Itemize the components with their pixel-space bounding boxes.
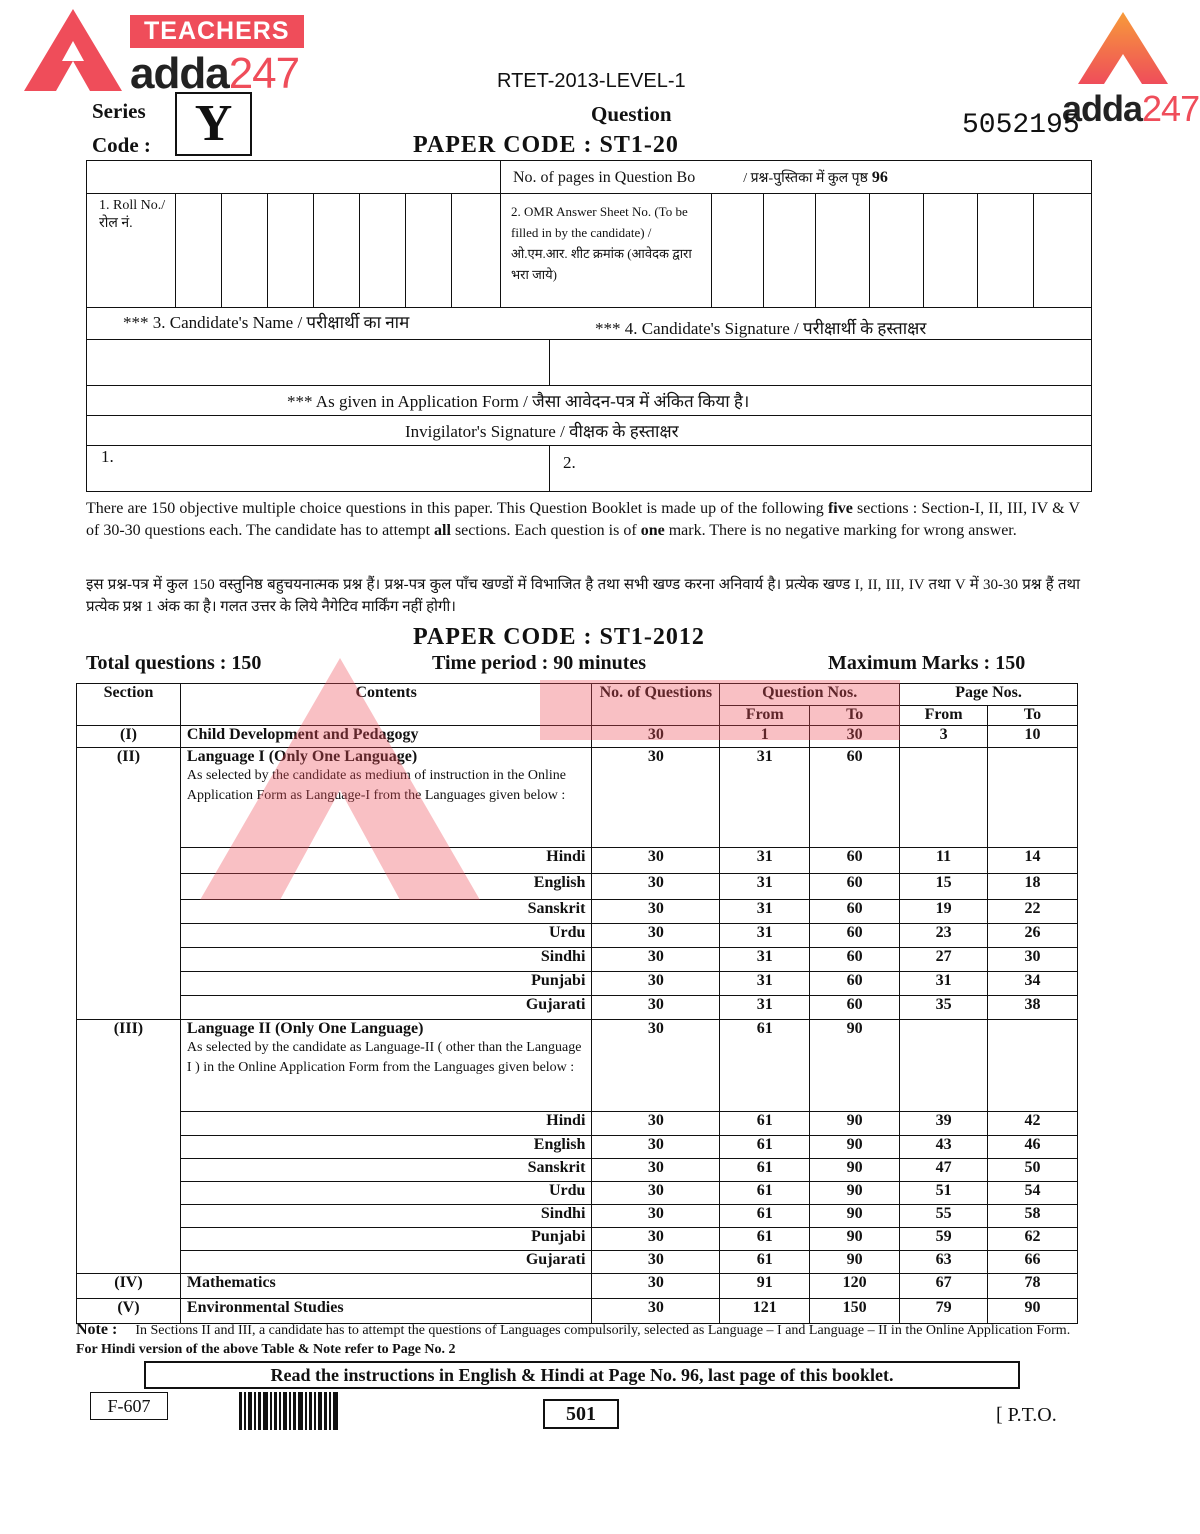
table-row <box>77 948 1078 972</box>
table-cell: Language II (Only One Language) As selected by the candidate as Language-II ( other than the Language I ) in the Online Application Form from the Languages given below : <box>180 1020 591 1112</box>
header-section: Section <box>77 684 181 726</box>
table-cell: 90 <box>810 1205 900 1228</box>
table-row <box>77 1020 1078 1112</box>
table-cell: 30 <box>592 874 720 900</box>
table-cell: 31 <box>720 972 810 996</box>
instructions-hindi: इस प्रश्न-पत्र में कुल 150 वस्तुनिष्ठ बहुचयनात्मक प्रश्न हैं। प्रश्न-पत्र कुल पाँच खण्डों में विभाजित है तथा सभी खण्ड करना अनिवार्य है। प्रत्येक खण्ड I, II, III, IV तथा V में 30-30 प्रश्न हैं तथा प्रत्येक प्रश्न 1 अंक का है। गलत उत्तर के लिये नैगेटिव मार्किंग नहीं होगी। <box>86 577 1080 615</box>
table-cell: 67 <box>900 1274 988 1299</box>
table-cell: 39 <box>900 1112 988 1136</box>
table-cell: 60 <box>810 924 900 948</box>
table-cell: 91 <box>720 1274 810 1299</box>
table-cell: 55 <box>900 1205 988 1228</box>
table-cell: 10 <box>988 726 1078 748</box>
table-cell: 30 <box>592 972 720 996</box>
table-cell: Sindhi <box>180 1205 591 1228</box>
table-row <box>77 1274 1078 1299</box>
table-cell: 46 <box>988 1136 1078 1159</box>
table-cell: Sindhi <box>180 948 591 972</box>
instructions-english: There are 150 objective multiple choice questions in this paper. This Question Booklet is made up of the following five sections : Section-I, II, III, IV & V of 30-30 questions each. The candidate has to attempt all sections. Each question is of one mark. There is no negative marking for wrong answer. <box>86 500 1081 539</box>
candidate-details-form <box>86 160 1092 492</box>
table-cell: 1 <box>720 726 810 748</box>
as-given-note: *** As given in Application Form / जैसा आवेदन-पत्र में अंकित किया है। <box>287 392 750 411</box>
table-cell: 30 <box>592 1205 720 1228</box>
table-cell: Child Development and Pedagogy <box>180 726 591 748</box>
table-cell: 30 <box>592 900 720 924</box>
table-cell: 30 <box>592 1136 720 1159</box>
table-cell: (II) <box>77 748 181 1020</box>
invigilator-1: 1. <box>101 447 114 466</box>
table-cell: 31 <box>720 874 810 900</box>
table-cell: 54 <box>988 1182 1078 1205</box>
table-row <box>77 996 1078 1020</box>
table-cell: Punjabi <box>180 972 591 996</box>
table-row <box>77 1159 1078 1182</box>
table-cell: 60 <box>810 948 900 972</box>
adda-triangle-icon <box>1068 8 1178 88</box>
table-row <box>77 748 1078 848</box>
table-cell: Urdu <box>180 1182 591 1205</box>
invigilator-2: 2. <box>563 453 576 472</box>
table-cell: 66 <box>988 1251 1078 1274</box>
header-question-nos: Question Nos. <box>720 684 900 706</box>
table-cell: Hindi <box>180 1112 591 1136</box>
paper-code-title: PAPER CODE : ST1-2012 <box>413 624 705 650</box>
table-cell: 61 <box>720 1112 810 1136</box>
table-cell: 51 <box>900 1182 988 1205</box>
table-cell: 58 <box>988 1205 1078 1228</box>
maximum-marks: Maximum Marks : 150 <box>828 652 1026 674</box>
table-cell: 14 <box>988 848 1078 874</box>
table-cell: 60 <box>810 972 900 996</box>
table-cell: 30 <box>592 848 720 874</box>
table-cell: 90 <box>810 1251 900 1274</box>
table-cell: 61 <box>720 1159 810 1182</box>
table-cell: 42 <box>988 1112 1078 1136</box>
table-row <box>77 1228 1078 1251</box>
table-row <box>77 900 1078 924</box>
paper-code-heading: PAPER CODE : ST1-20 <box>413 132 679 158</box>
header-p-to: To <box>988 706 1078 726</box>
table-row <box>77 1205 1078 1228</box>
table-cell <box>988 1020 1078 1112</box>
table-cell: 61 <box>720 1228 810 1251</box>
table-cell <box>900 1020 988 1112</box>
table-cell: 30 <box>592 996 720 1020</box>
time-period: Time period : 90 minutes <box>432 652 647 674</box>
table-cell: 30 <box>592 1274 720 1299</box>
exam-title: RTET-2013-LEVEL-1 <box>497 70 686 92</box>
table-cell: 31 <box>720 748 810 848</box>
table-cell: (I) <box>77 726 181 748</box>
table-row <box>77 726 1078 748</box>
table-cell: 3 <box>900 726 988 748</box>
table-cell: 35 <box>900 996 988 1020</box>
header-no-of-questions: No. of Questions <box>592 684 720 726</box>
table-row <box>77 1136 1078 1159</box>
header-contents: Contents <box>180 684 591 726</box>
table-cell: 90 <box>810 1159 900 1182</box>
booklet-serial-number: 5052195 <box>962 110 1080 141</box>
header-q-from: From <box>720 706 810 726</box>
pages-count-label: No. of pages in Question Bo / प्रश्न-पुस्तिका में कुल पृष्ठ 96 <box>513 169 888 186</box>
roll-no-label: 1. Roll No./ रोल नं. <box>99 198 166 231</box>
table-cell: (IV) <box>77 1274 181 1299</box>
table-cell: 30 <box>592 1020 720 1112</box>
table-cell: Urdu <box>180 924 591 948</box>
table-cell: (V) <box>77 1299 181 1324</box>
question-label: Question <box>591 102 672 126</box>
table-cell: 30 <box>592 1159 720 1182</box>
table-cell: Sanskrit <box>180 1159 591 1182</box>
table-row <box>77 924 1078 948</box>
table-cell: 30 <box>592 924 720 948</box>
table-cell: 26 <box>988 924 1078 948</box>
table-cell: 31 <box>720 996 810 1020</box>
table-cell: 30 <box>592 1251 720 1274</box>
table-cell: 59 <box>900 1228 988 1251</box>
table-cell: 61 <box>720 1136 810 1159</box>
omr-sheet-label: 2. OMR Answer Sheet No. (To be filled in by the candidate) / ओ.एम.आर. शीट क्रमांक (आवेदक द्वारा भरा जाये) <box>511 204 692 282</box>
table-cell: 90 <box>810 1228 900 1251</box>
table-cell: 60 <box>810 900 900 924</box>
adda247-teachers-logo <box>18 5 308 98</box>
table-cell: English <box>180 874 591 900</box>
table-cell: 31 <box>720 848 810 874</box>
table-cell: 47 <box>900 1159 988 1182</box>
series-code-label: Series Code : <box>92 99 151 157</box>
sections-table <box>76 683 1078 1324</box>
table-cell: Language I (Only One Language) As selected by the candidate as medium of instruction in the Online Application Form as Language-I from the Languages given below : <box>180 748 591 848</box>
table-cell: 90 <box>988 1299 1078 1324</box>
table-cell: 30 <box>592 1299 720 1324</box>
table-cell: 30 <box>592 1112 720 1136</box>
table-cell: Hindi <box>180 848 591 874</box>
table-row <box>77 972 1078 996</box>
table-cell: 63 <box>900 1251 988 1274</box>
table-cell: Punjabi <box>180 1228 591 1251</box>
table-cell: 60 <box>810 996 900 1020</box>
table-cell: 15 <box>900 874 988 900</box>
table-row <box>77 1182 1078 1205</box>
table-cell: 30 <box>592 726 720 748</box>
table-cell: 30 <box>810 726 900 748</box>
read-instructions-box: Read the instructions in English & Hindi at Page No. 96, last page of this booklet. <box>144 1361 1020 1389</box>
table-cell: 30 <box>592 1182 720 1205</box>
table-cell <box>988 748 1078 848</box>
header-p-from: From <box>900 706 988 726</box>
table-cell: 50 <box>988 1159 1078 1182</box>
form-code: F-607 <box>90 1392 168 1420</box>
table-cell: 90 <box>810 1112 900 1136</box>
table-cell: 30 <box>988 948 1078 972</box>
table-cell: English <box>180 1136 591 1159</box>
table-cell: Environmental Studies <box>180 1299 591 1324</box>
table-cell: 62 <box>988 1228 1078 1251</box>
teachers-badge: TEACHERS <box>130 15 304 48</box>
candidate-signature-label: *** 4. Candidate's Signature / परीक्षार्थी के हस्ताक्षर <box>595 319 927 338</box>
table-cell: 30 <box>592 1228 720 1251</box>
table-cell: 150 <box>810 1299 900 1324</box>
table-cell: 30 <box>592 948 720 972</box>
table-cell: 18 <box>988 874 1078 900</box>
table-cell: 11 <box>900 848 988 874</box>
table-cell: 60 <box>810 874 900 900</box>
table-cell: 61 <box>720 1182 810 1205</box>
table-cell: 43 <box>900 1136 988 1159</box>
table-row <box>77 1251 1078 1274</box>
table-cell: 23 <box>900 924 988 948</box>
table-cell: 22 <box>988 900 1078 924</box>
table-cell: 27 <box>900 948 988 972</box>
adda-triangle-icon <box>18 5 128 95</box>
table-cell: 120 <box>810 1274 900 1299</box>
table-cell: 31 <box>720 924 810 948</box>
table-cell: 30 <box>592 748 720 848</box>
table-cell: 90 <box>810 1020 900 1112</box>
adda247-logo-right <box>1062 8 1200 129</box>
table-cell: Sanskrit <box>180 900 591 924</box>
table-cell: 31 <box>900 972 988 996</box>
table-cell: 38 <box>988 996 1078 1020</box>
table-cell: 61 <box>720 1251 810 1274</box>
table-row <box>77 874 1078 900</box>
header-page-nos: Page Nos. <box>900 684 1078 706</box>
table-cell: 60 <box>810 748 900 848</box>
table-row <box>77 848 1078 874</box>
candidate-name-label: *** 3. Candidate's Name / परीक्षार्थी का नाम <box>123 313 410 332</box>
table-cell: 31 <box>720 948 810 972</box>
pto-label: [ P.T.O. <box>996 1404 1057 1426</box>
table-cell: 34 <box>988 972 1078 996</box>
table-cell: Gujarati <box>180 996 591 1020</box>
header-q-to: To <box>810 706 900 726</box>
table-cell: 61 <box>720 1205 810 1228</box>
table-cell <box>900 748 988 848</box>
adda-wordmark: adda247 <box>1062 88 1200 129</box>
table-cell: Gujarati <box>180 1251 591 1274</box>
table-note: Note : In Sections II and III, a candidate has to attempt the questions of Languages compulsorily, selected as Language – I and Language – II in the Online Application Form. For Hindi version of the above Table & Note refer to Page No. 2 <box>76 1321 1071 1357</box>
table-cell: 19 <box>900 900 988 924</box>
barcode <box>237 1392 341 1430</box>
page-number: 501 <box>543 1399 619 1429</box>
table-cell: Mathematics <box>180 1274 591 1299</box>
table-cell: 90 <box>810 1136 900 1159</box>
table-cell: 121 <box>720 1299 810 1324</box>
invigilator-signature-label: Invigilator's Signature / वीक्षक के हस्ताक्षर <box>405 422 679 441</box>
table-cell: 61 <box>720 1020 810 1112</box>
total-questions: Total questions : 150 <box>86 652 262 674</box>
table-cell: 31 <box>720 900 810 924</box>
table-row <box>77 1112 1078 1136</box>
table-cell: 78 <box>988 1274 1078 1299</box>
table-cell: 90 <box>810 1182 900 1205</box>
series-code-value: Y <box>175 92 252 156</box>
adda-wordmark: adda247 <box>130 49 300 98</box>
table-cell: (III) <box>77 1020 181 1274</box>
table-cell: 79 <box>900 1299 988 1324</box>
table-cell: 60 <box>810 848 900 874</box>
